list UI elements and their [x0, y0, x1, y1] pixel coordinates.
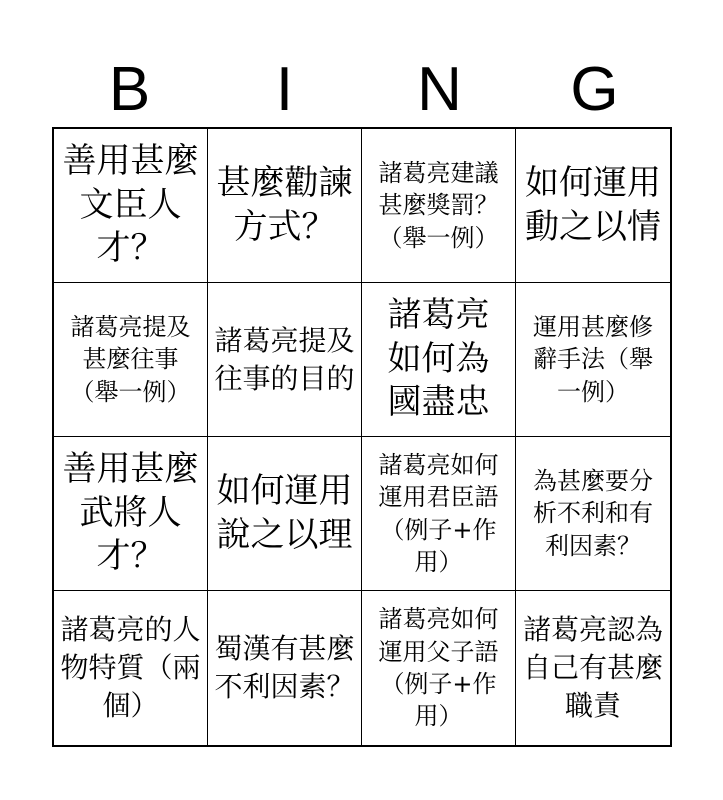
header-letter-g: G: [570, 55, 619, 124]
cell-text: 諸葛亮提及甚麼往事（舉一例）: [70, 312, 191, 406]
cell-text: 善用甚麼文臣人才？: [62, 141, 199, 269]
bingo-cell-r4c3[interactable]: [362, 591, 516, 745]
bingo-cell-r2c1[interactable]: [54, 283, 208, 437]
bingo-cell-r2c2[interactable]: [208, 283, 362, 437]
bingo-grid: [52, 127, 672, 747]
header-letter-n: N: [417, 55, 462, 124]
header-letter-b: B: [108, 55, 151, 124]
header-letter-i: I: [275, 55, 294, 124]
cell-text: 諸葛亮的人物特質（兩個）: [60, 613, 201, 722]
bingo-header: [52, 52, 672, 128]
cell-text: 諸葛亮如何運用君臣語（例子+作用）: [378, 450, 499, 576]
cell-text: 善用甚麼武將人才？: [62, 449, 199, 577]
cell-text: 諸葛亮提及往事的目的: [214, 323, 355, 395]
bingo-cell-r3c4[interactable]: [516, 437, 670, 591]
cell-text: 如何運用說之以理: [216, 470, 353, 555]
bingo-cell-r1c3[interactable]: [362, 129, 516, 283]
bingo-cell-r2c4[interactable]: [516, 283, 670, 437]
bingo-cell-r3c2[interactable]: [208, 437, 362, 591]
cell-text: 諸葛亮如何為國盡忠: [387, 295, 490, 423]
cell-text: 如何運用動之以情: [525, 162, 661, 247]
cell-text: 諸葛亮如何運用父子語（例子+作用）: [378, 605, 499, 731]
bingo-cell-r1c4[interactable]: [516, 129, 670, 283]
cell-text: 蜀漢有甚麼不利因素？: [214, 632, 355, 703]
bingo-cell-r3c1[interactable]: [54, 437, 208, 591]
bingo-cell-r2c3[interactable]: [362, 283, 516, 437]
cell-text: 甚麼勸諫方式？: [216, 162, 353, 247]
cell-text: 諸葛亮認為自己有甚麼職責: [523, 613, 664, 722]
cell-text: 為甚麼要分析不利和有利因素？: [533, 466, 653, 560]
cell-text: 運用甚麼修辭手法（舉一例）: [533, 312, 653, 406]
bingo-cell-r4c1[interactable]: [54, 591, 208, 745]
bingo-cell-r1c2[interactable]: [208, 129, 362, 283]
bingo-cell-r4c2[interactable]: [208, 591, 362, 745]
bingo-cell-r4c4[interactable]: [516, 591, 670, 745]
bingo-cell-r1c1[interactable]: [54, 129, 208, 283]
cell-text: 諸葛亮建議甚麼獎罰？（舉一例）: [378, 158, 499, 252]
bingo-cell-r3c3[interactable]: [362, 437, 516, 591]
